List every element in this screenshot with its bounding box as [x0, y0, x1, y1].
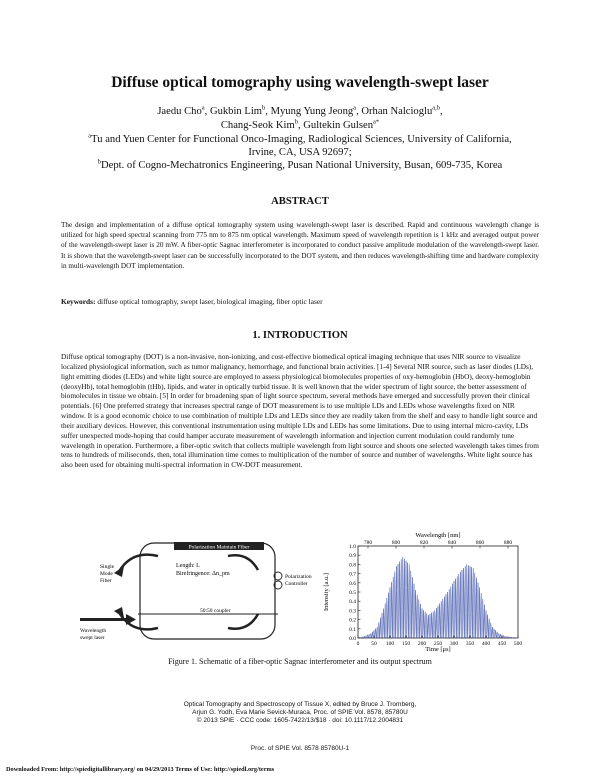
top-tick-label: 820	[419, 540, 429, 546]
affil-sup: a	[88, 132, 92, 140]
top-tick-label: 860	[475, 540, 485, 546]
page-number: Proc. of SPIE Vol. 8578 85780U-1	[250, 745, 350, 752]
x-tick-label: 150	[401, 641, 411, 647]
download-notice: Downloaded From: http://spiedigitallibrary.org/ on 04/29/2013 Terms of Use: http://spiedl.org/terms	[6, 766, 275, 773]
y-tick-label: 0.1	[349, 626, 356, 633]
top-axis-label: Wavelength [nm]	[415, 532, 461, 539]
fiber-loop	[140, 543, 275, 639]
affiliation-b	[40, 159, 560, 172]
y-tick-label: 0.8	[349, 562, 356, 569]
output-spectrum-chart	[318, 530, 528, 652]
controller-label: Polarization	[285, 574, 312, 580]
abstract-text: The design and implementation of a diffuse optical tomography system using wavelength-swept laser is described. Rapid and continuous wavelength change is utilized for high speed spectral scanning from 775 nm to 875 nm optical wavelength. Maximum speed of wavelength repetition is 1 kHz and averaged output power of the wavelength-swept laser is 20 mW. A fiber-optic Sagnac interferometer is incorporated to conduct passive amplitude modulation of the wavelength-swept laser. It is shown that the wavelength-swept laser can be successfully incorporated to the DOT system, and then reduces wavelength-shifting time and hardware complexity in multi-wavelength DOT implementation.	[61, 221, 539, 270]
y-tick-label: 0.7	[349, 571, 356, 578]
affiliation-text: Tu and Yuen Center for Functional Onco-Imaging, Radiological Sciences, University of California,	[91, 134, 512, 145]
x-tick-label: 250	[433, 641, 443, 647]
affiliation-a-line-2: Irvine, CA, USA 92697;	[248, 147, 352, 158]
y-tick-label: 0.4	[349, 599, 356, 606]
x-axis-label: Time [μs]	[425, 646, 451, 653]
y-tick-label: 0.9	[349, 553, 356, 560]
y-tick-label: 0.3	[349, 608, 356, 615]
x-tick-label: 100	[385, 641, 395, 647]
paper-title: Diffuse optical tomography using wavelength-swept laser	[111, 74, 489, 91]
abstract-heading: ABSTRACT	[271, 196, 329, 207]
y-tick-label: 0.0	[349, 636, 356, 642]
smf-label: Single	[100, 564, 115, 570]
x-tick-label: 450	[497, 641, 507, 647]
arrow-curve-right-top	[228, 555, 258, 570]
author-affil-sup: b	[294, 118, 298, 126]
introduction-text: Diffuse optical tomography (DOT) is a non-invasive, non-ionizing, and cost-effective biomedical optical imaging technique that uses NIR source to visualize localized physiological information, such as tumor malignancy, hemorrhage, and functional brain activities. [1-4] Several NIR source, such as laser diodes (LDs), light emitting diodes (LEDs) and white light source are employed to assess physiological biomolecules properties of oxy-hemoglobin (HbO), deoxy-hemoglobin (deoxyHb), total hemoglobin (tHb), lipids, and water in optically turbid tissue. It is well known that the wider spectrum of light source, the better assessment of biomolecules in tissue we obtain. [5] In order for broadening span of light source spectrum, several methods have emerged and successfully proven their clinical potentials. [6] One preferred strategy that increases spectral range of DOT measurement is to use multiple LDs and LEDs whose wavelengths fixed on NIR window. It is a good economic choice to use combination of multiple LDs and LEDs since they are readily taken from the shelf and easy to handle light source and their auxiliary devices. However, this conventional instrumentation using multiple LDs and LEDs has some limitations. Due to using internal micro-cavity, LDs suffer unexpected mode-hoping that could hamper accurate measurement of wavelength information and injection current modulation could randomly tune wavelength in operation. Furthermore, a fiber-optic switch that collects multiple wavelength from light source and shoots one selected wavelength takes times from tens to hundreds of miliseconds, then, total illumination time comes to multiplication of the number of source and number of wavelengths. White light source has also been used for obtaining multi-spectral information in CW-DOT measurement.	[61, 352, 539, 470]
affiliation-a-line-1	[40, 133, 560, 146]
author-line-2: Chang-Seok Kim$^b$, Gultekin Gulsen$^{a*}$	[220, 118, 380, 131]
author-affil-sup: a	[201, 104, 205, 112]
author: Jaedu Cho	[157, 106, 202, 117]
smf-label: Mode	[100, 571, 113, 577]
keywords-label: Keywords:	[61, 297, 96, 306]
y-tick-label: 0.2	[349, 617, 356, 624]
sagnac-schematic	[78, 540, 312, 648]
top-tick-label: 880	[503, 540, 513, 546]
author: Myung Yung Jeong	[270, 106, 354, 117]
input-arrow-shaft	[80, 618, 126, 621]
coupler-label: 50:50 coupler	[200, 608, 231, 614]
author-affil-sup: a,b	[432, 104, 441, 112]
y-tick-label: 0.5	[349, 590, 356, 596]
x-tick-label: 300	[449, 641, 459, 647]
author-affil-sup: a*	[373, 118, 380, 126]
affil-sup: b	[97, 158, 102, 166]
x-tick-label: 50	[371, 641, 377, 647]
footer-line-3: © 2013 SPIE · CCC code: 1605-7422/13/$18 · doi: 10.1117/12.2004831	[196, 717, 404, 724]
top-tick-label: 780	[363, 540, 373, 546]
plot-frame	[358, 546, 518, 638]
top-tick-label: 840	[447, 540, 457, 546]
keywords-text: diffuse optical tomography, swept laser, biological imaging, fiber optic laser	[97, 297, 323, 306]
author-affil-sup: a	[353, 104, 357, 112]
x-tick-label: 200	[417, 641, 427, 647]
arrow-head	[114, 607, 124, 618]
loop-birefringence-label: Birefringence: Δn_pm	[176, 571, 230, 577]
loop-length-label: Length: L	[176, 563, 200, 569]
keywords	[61, 297, 539, 306]
y-tick-label: 0.6	[349, 580, 356, 587]
arrow-curve-bottom	[120, 614, 158, 629]
y-tick-label: 1.0	[349, 544, 356, 550]
footer-line-1: Optical Tomography and Spectroscopy of Tissue X, edited by Bruce J. Tromberg,	[183, 701, 417, 708]
x-tick-label: 350	[465, 641, 475, 647]
input-label: swept laser	[80, 635, 105, 641]
author-line-1: Jaedu Cho$^a$, Gukbin Lim$^b$, Myung Yung Jeong$^a$, Orhan Nalcioglu$^{a,b}$,	[157, 104, 443, 117]
arrow-curve-top	[120, 555, 158, 570]
arrow-curve-right-bottom	[228, 614, 258, 629]
controller-label: Controller	[285, 581, 308, 587]
input-arrow-head	[126, 614, 136, 625]
affiliation-text: Dept. of Cogno-Mechatronics Engineering, Pusan National University, Busan, 609-735, Korea	[101, 160, 503, 171]
x-tick-label: 400	[481, 641, 491, 647]
y-axis-label: Intensity [a.u.]	[323, 572, 330, 612]
author: Chang-Seok Kim	[220, 120, 295, 131]
introduction-heading: 1. INTRODUCTION	[252, 330, 348, 341]
top-tick-label: 800	[391, 540, 401, 546]
input-label: Wavelength	[80, 628, 107, 634]
author-affil-sup: b	[262, 104, 266, 112]
author: Gukbin Lim	[209, 106, 263, 117]
footer-line-2: Arjun G. Yodh, Eva Marie Sevick-Muraca, Proc. of SPIE Vol. 8578, 85780U	[192, 709, 408, 716]
x-tick-label: 500	[513, 641, 523, 647]
figure-caption: Figure 1. Schematic of a fiber-optic Sagnac interferometer and its output spectrum	[168, 657, 432, 666]
smf-label: Fiber	[100, 578, 112, 584]
x-tick-label: 0	[356, 641, 360, 647]
author: Orhan Nalcioglu	[361, 106, 433, 117]
author: Gultekin Gulsen	[303, 120, 373, 131]
pm-fiber-label: Polarization Maintain Fiber	[188, 544, 250, 551]
arrow-head	[114, 566, 124, 577]
